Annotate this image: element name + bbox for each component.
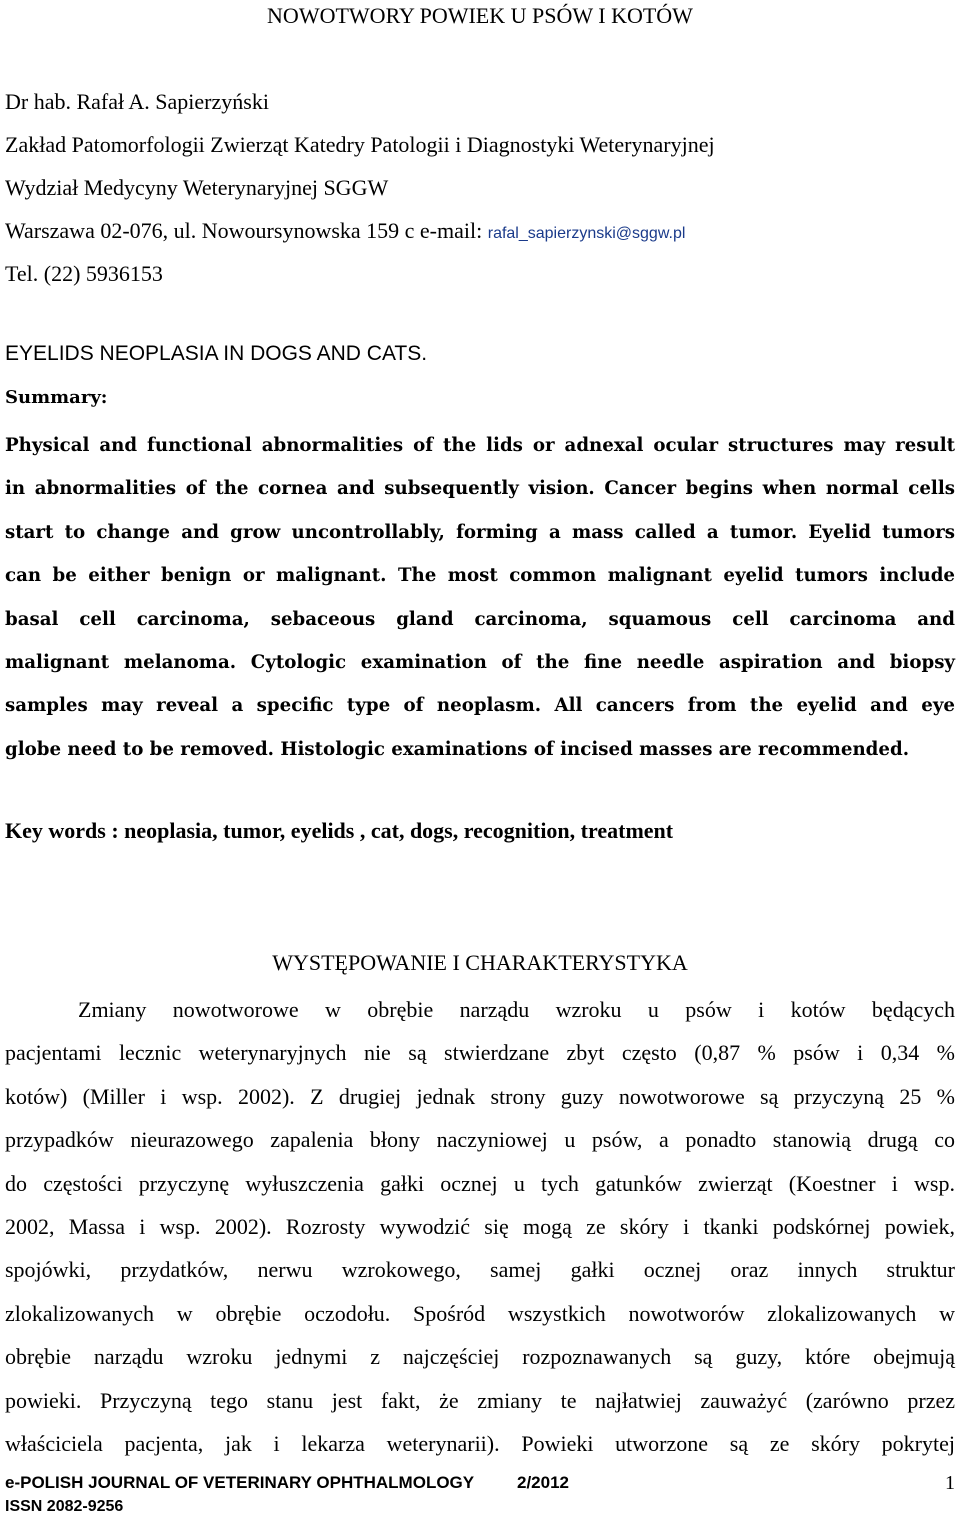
body-line: pacjentami lecznic weterynaryjnych nie są stwierdzane zbyt często (0,87 % psów i 0,34 %	[5, 1040, 955, 1066]
body-line: 2002, Massa i wsp. 2002). Rozrosty wywodzić się mogą ze skóry i tkanki podskórnej powiek,	[5, 1213, 955, 1239]
summary-paragraph	[5, 424, 955, 771]
summary-line: malignant melanoma. Cytologic examination of the fine needle aspiration and biopsy	[5, 651, 955, 673]
journal-name: e-POLISH JOURNAL OF VETERINARY OPHTHALMOLOGY	[5, 1473, 475, 1492]
english-title: EYELIDS NEOPLASIA IN DOGS AND CATS.	[5, 342, 428, 365]
author-address-line	[5, 209, 955, 252]
document-title: NOWOTWORY POWIEK U PSÓW I KOTÓW	[267, 3, 693, 28]
author-faculty: Wydział Medycyny Weterynaryjnej SGGW	[5, 175, 389, 200]
summary-line: start to change and grow uncontrollably, forming a mass called a tumor. Eyelid tumors	[5, 521, 955, 543]
author-email-link[interactable]: rafal_sapierzynski@sggw.pl	[487, 225, 686, 242]
body-line: obrębie narządu wzroku jednymi z najczęściej rozpoznawanych są guzy, które obejmują	[5, 1344, 955, 1370]
body-line: przypadków nieurazowego zapalenia błony naczyniowej u psów, a ponadto stanowią drugą co	[5, 1127, 955, 1153]
page-number: 1	[945, 1472, 955, 1494]
journal-issue: 2/2012	[517, 1473, 569, 1492]
author-block	[5, 80, 955, 295]
author-name: Dr hab. Rafał A. Sapierzyński	[5, 89, 269, 114]
body-line: Zmiany nowotworowe w obrębie narządu wzroku u psów i kotów będących	[78, 997, 955, 1022]
keywords: Key words : neoplasia, tumor, eyelids , cat, dogs, recognition, treatment	[5, 818, 674, 843]
summary-line: basal cell carcinoma, sebaceous gland carcinoma, squamous cell carcinoma and	[5, 608, 955, 630]
author-phone: Tel. (22) 5936153	[5, 261, 163, 286]
author-address: Warszawa 02-076, ul. Nowoursynowska 159 c e-mail:	[5, 218, 488, 243]
summary-line: in abnormalities of the cornea and subsequently vision. Cancer begins when normal cells	[5, 478, 955, 500]
summary-line: samples may reveal a specific type of neoplasm. All cancers from the eyelid and eye	[5, 695, 955, 717]
section-heading: WYSTĘPOWANIE I CHARAKTERYSTYKA	[272, 950, 688, 975]
body-line: zlokalizowanych w obrębie oczodołu. Spośród wszystkich nowotworów zlokalizowanych w	[5, 1300, 955, 1326]
author-department: Zakład Patomorfologii Zwierząt Katedry Patologii i Diagnostyki Weterynaryjnej	[5, 132, 715, 157]
summary-line: can be either benign or malignant. The most common malignant eyelid tumors include	[5, 565, 955, 587]
body-line: kotów) (Miller i wsp. 2002). Z drugiej jednak strony guzy nowotworowe są przyczyną 25 %	[5, 1083, 955, 1109]
body-line: spojówki, przydatków, nerwu wzrokowego, samej gałki ocznej oraz innych struktur	[5, 1257, 955, 1283]
summary-line: globe need to be removed. Histologic examinations of incised masses are recommended.	[5, 738, 910, 760]
body-line: do częstości przyczynę wyłuszczenia gałki ocznej u tych gatunków zwierząt (Koestner i wsp.	[5, 1170, 955, 1196]
body-line: właściciela pacjenta, jak i lekarza weterynarii). Powieki utworzone są ze skóry pokrytej	[5, 1430, 955, 1456]
body-line: powieki. Przyczyną tego stanu jest fakt, że zmiany te najłatwiej zauważyć (zarówno przez	[5, 1387, 955, 1413]
body-paragraph	[5, 988, 955, 1465]
summary-line: Physical and functional abnormalities of the lids or adnexal ocular structures may result	[5, 435, 955, 456]
journal-issn: ISSN 2082-9256	[5, 1498, 124, 1515]
summary-label: Summary:	[5, 387, 108, 408]
